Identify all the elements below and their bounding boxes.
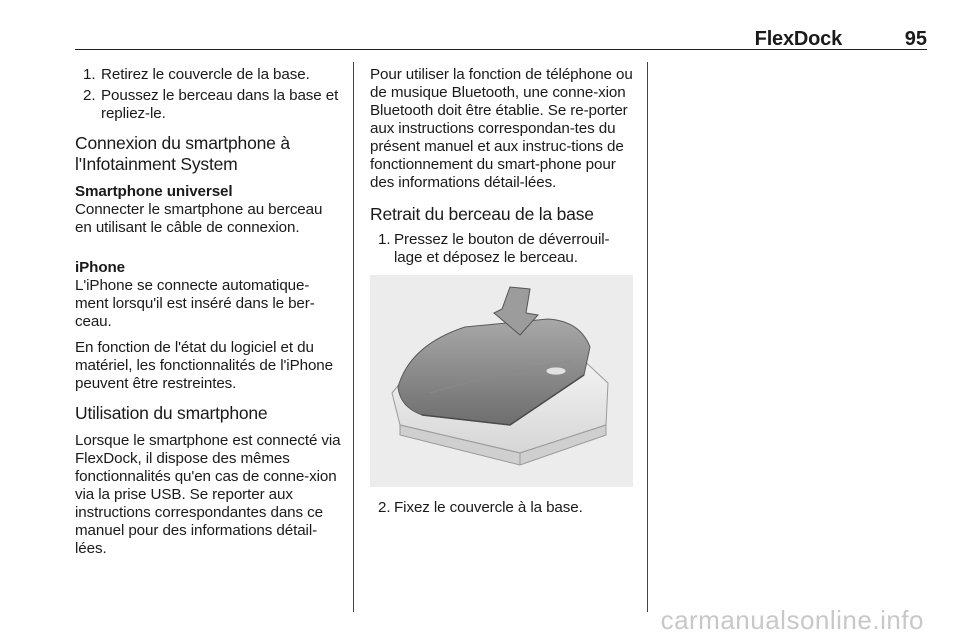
column-divider-right <box>647 62 648 612</box>
header-title: FlexDock <box>754 28 842 50</box>
subheading-iphone: iPhone <box>75 259 126 276</box>
step-number: 2. <box>83 87 96 104</box>
paragraph-iphone-auto: L'iPhone se connecte automatique-ment lorsqu'il est inséré dans le ber-ceau. <box>75 277 315 330</box>
paragraph-universal-smartphone: Connecter le smartphone au berceau en utilisant le câble de connexion. <box>75 201 323 236</box>
paragraph-usage: Lorsque le smartphone est connecté via FlexDock, il dispose des mêmes fonctionnalités qu'en cas de conne-xion via la prise USB. Se reporter aux instructions correspondantes dans ce manuel pour des informations détail-lées. <box>75 432 341 557</box>
step-text: Poussez le berceau dans la base et repliez-le. <box>101 87 339 122</box>
section-title-usage: Utilisation du smartphone <box>75 403 268 423</box>
removal-steps-list-continued <box>370 499 633 517</box>
left-column <box>75 66 342 566</box>
page-number: 95 <box>904 28 927 50</box>
step-number: 1. <box>378 231 391 248</box>
subheading-universal-smartphone: Smartphone universel <box>75 183 233 200</box>
section-title-connection: Connexion du smartphone à l'Infotainment System <box>75 133 290 174</box>
right-column <box>370 66 633 520</box>
removal-steps-list <box>370 231 633 267</box>
section-title-removal: Retrait du berceau de la base <box>370 204 594 224</box>
step-number: 2. <box>378 499 391 516</box>
step-text: Retirez le couvercle de la base. <box>101 66 310 83</box>
list-item <box>370 231 633 267</box>
list-item <box>75 66 342 84</box>
step-number: 1. <box>83 66 96 83</box>
paragraph-iphone-limits: En fonction de l'état du logiciel et du matériel, les fonctionnalités de l'iPhone peuvent être restreintes. <box>75 339 333 392</box>
step-text: Fixez le couvercle à la base. <box>394 499 583 516</box>
flexdock-cradle-illustration <box>370 275 633 487</box>
paragraph-bluetooth: Pour utiliser la fonction de téléphone ou de musique Bluetooth, une conne-xion Bluetooth doit être établie. Se re-porter aux instructions correspondan-tes du présent manuel et aux instruc-tions de fonctionnement du smart-phone pour des informations détail-lées. <box>370 66 633 191</box>
list-item <box>370 499 633 517</box>
watermark-text: carmanualsonline.info <box>660 605 924 635</box>
list-item <box>75 87 342 123</box>
cover-steps-list <box>75 66 342 123</box>
step-text: Pressez le bouton de déverrouil-lage et déposez le berceau. <box>394 231 610 266</box>
page-header <box>75 24 927 50</box>
column-divider-left <box>353 62 354 612</box>
flexdock-illustration <box>370 275 633 487</box>
